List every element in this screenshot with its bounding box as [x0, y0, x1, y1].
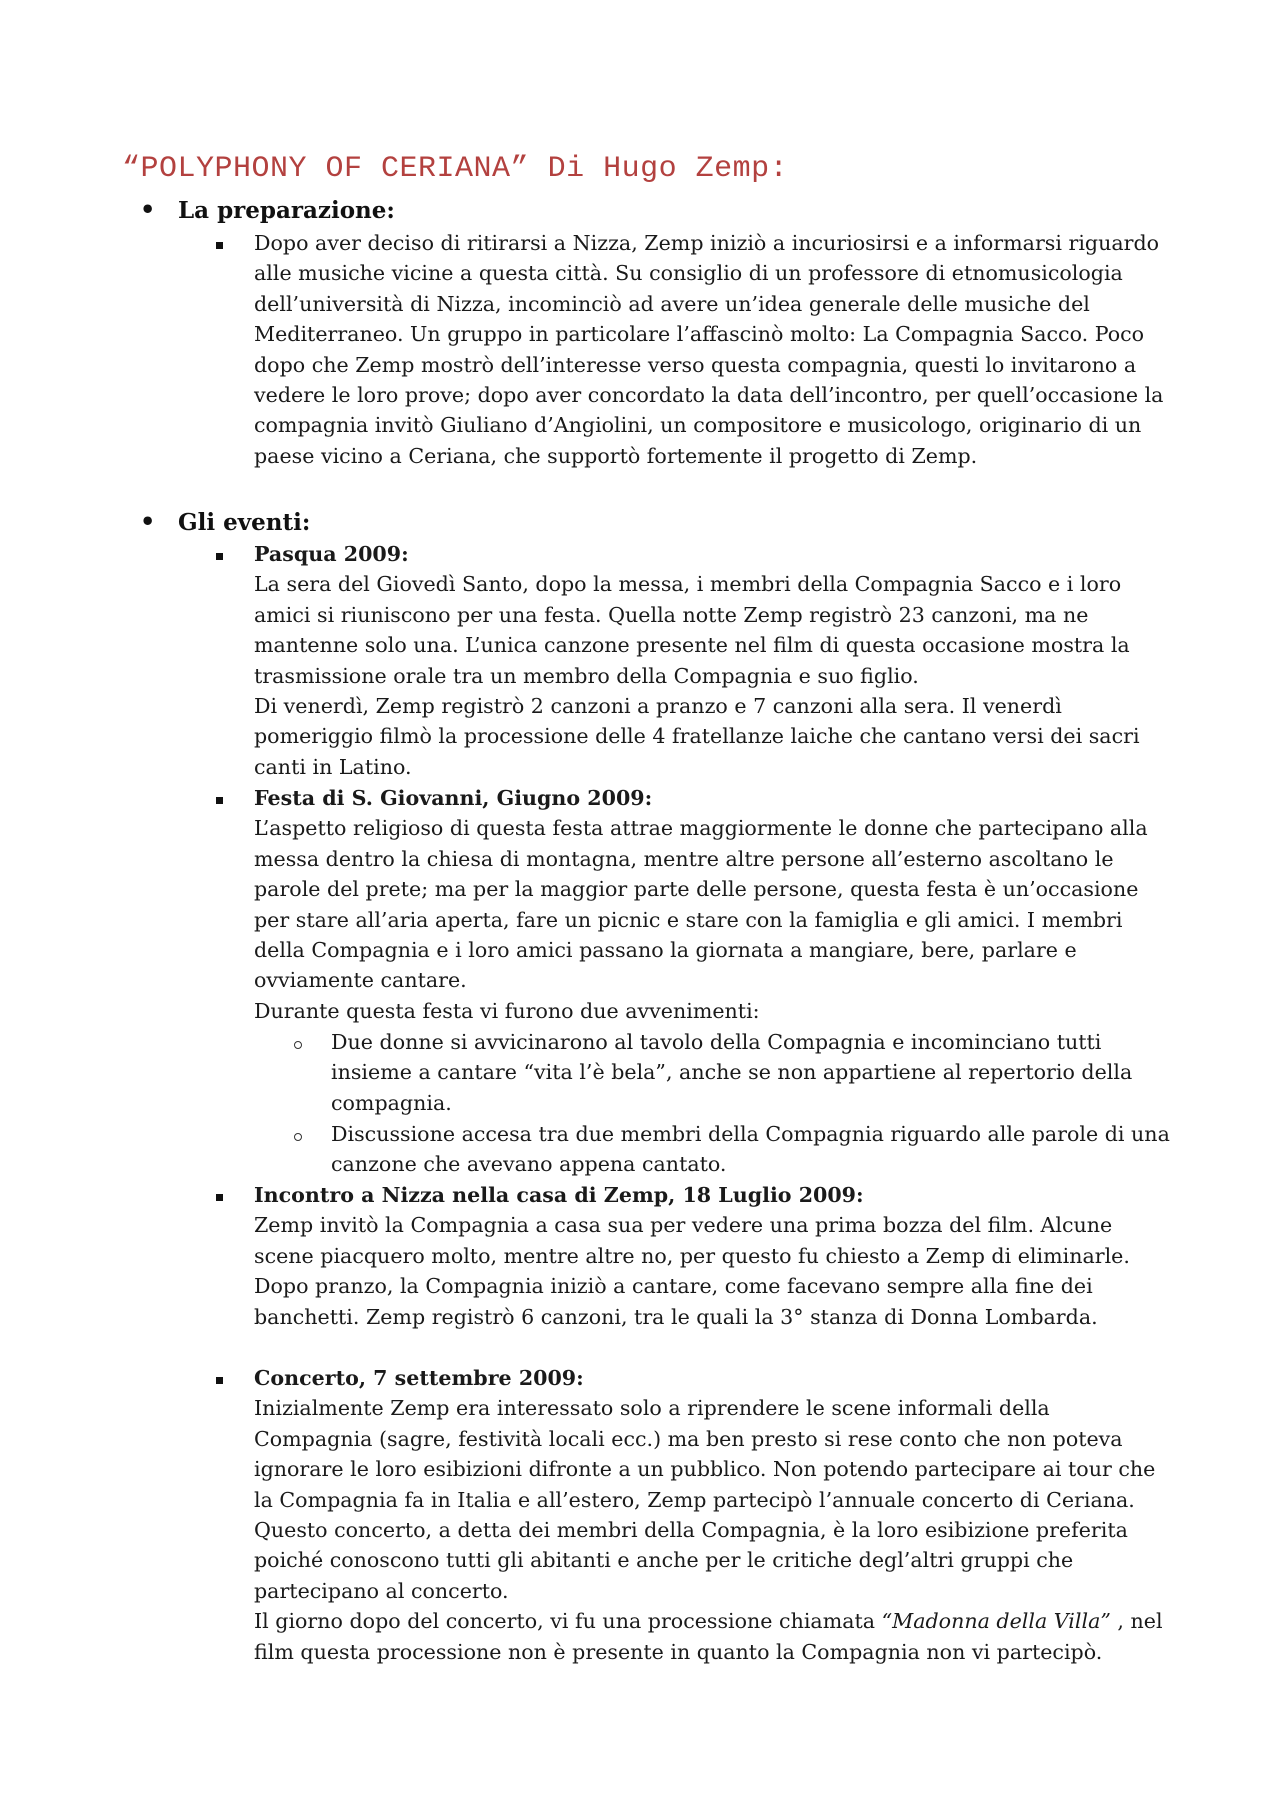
paragraph-concerto-2: [254, 1609, 1163, 1663]
paragraph-nizza-1: Zemp invitò la Compagnia a casa sua per vedere una prima bozza del film. Alcune scene piacquero molto, mentre altre no, per questo fu chiesto a Zemp di eliminarle. Dopo pranzo, la Compagnia iniziò a cantare, come facevano sempre alla fine dei banchetti. Zemp registrò 6 canzoni, tra le quali la 3° stanza di Donna Lombarda.: [254, 1213, 1130, 1329]
square-bullet-icon: [216, 1377, 223, 1384]
section-heading-text: Gli eventi:: [178, 509, 311, 536]
procession-name: “Madonna della Villa”: [881, 1609, 1111, 1634]
subsection-heading-nizza: Incontro a Nizza nella casa di Zemp, 18 Luglio 2009:: [254, 1183, 864, 1207]
subsection-pasqua: [254, 539, 1174, 782]
section-heading-preparazione: [140, 195, 395, 224]
circle-bullet-icon: [294, 1133, 302, 1141]
bullet-icon: •: [140, 195, 156, 224]
square-bullet-icon: [216, 797, 223, 804]
square-bullet-icon: [216, 553, 223, 560]
subsection-giovanni: [254, 783, 1174, 1026]
subsection-concerto: [254, 1363, 1174, 1667]
paragraph-preparazione: Dopo aver deciso di ritirarsi a Nizza, Zemp iniziò a incuriosirsi e a informarsi riguardo alle musiche vicine a questa città. Su consiglio di un professore di etnomusicologia dell’università di Nizza, incominciò ad avere un’idea generale delle musiche del Mediterraneo. Un gruppo in particolare l’affascinò molto: La Compagnia Sacco. Poco dopo che Zemp mostrò dell’interesse verso questa compagnia, questi lo invitarono a vedere le loro prove; dopo aver concordato la data dell’incontro, per quell’occasione la compagnia invitò Giuliano d’Angiolini, un compositore e musicologo, originario di un paese vicino a Ceriana, che supportò fortemente il progetto di Zemp.: [254, 231, 1164, 468]
paragraph-concerto-2-start: Il giorno dopo del concerto, vi fu una processione chiamata: [254, 1609, 882, 1634]
paragraph-concerto-2-end: , nel film questa processione non è presente in quanto la Compagnia non vi partecipò.: [254, 1609, 1163, 1664]
section-heading-eventi: [140, 507, 310, 536]
subsection-heading-pasqua: Pasqua 2009:: [254, 542, 409, 566]
document-title: “POLYPHONY OF CERIANA” Di Hugo Zemp:: [122, 152, 789, 186]
subsection-heading-giovanni: Festa di S. Giovanni, Giugno 2009:: [254, 786, 653, 810]
paragraph-giovanni-1: L’aspetto religioso di questa festa attrae maggiormente le donne che partecipano alla messa dentro la chiesa di montagna, mentre altre persone all’esterno ascoltano le parole del prete; ma per la maggior parte delle persone, questa festa è un’occasione per stare all’aria aperta, fare un picnic e stare con la famiglia e gli amici. I membri della Compagnia e i loro amici passano la giornata a mangiare, bere, parlare e ovviamente cantare.: [254, 816, 1148, 993]
square-bullet-icon: [216, 242, 223, 249]
circle-bullet-icon: [294, 1041, 302, 1049]
section-heading-text: La preparazione:: [178, 197, 395, 224]
paragraph-pasqua-2: Di venerdì, Zemp registrò 2 canzoni a pranzo e 7 canzoni alla sera. Il venerdì pomeriggio filmò la processione delle 4 fratellanze laiche che cantano versi dei sacri canti in Latino.: [254, 694, 1140, 779]
subsection-heading-concerto: Concerto, 7 settembre 2009:: [254, 1366, 584, 1390]
bullet-icon: •: [140, 507, 156, 536]
paragraph-giovanni-2: Durante questa festa vi furono due avvenimenti:: [254, 998, 760, 1023]
list-item-giovanni-2: Discussione accesa tra due membri della Compagnia riguardo alle parole di una canzone che avevano appena cantato.: [331, 1122, 1170, 1177]
list-item-giovanni-1: Due donne si avvicinarono al tavolo della Compagnia e incominciano tutti insieme a cantare “vita l’è bela”, anche se non appartiene al repertorio della compagnia.: [331, 1030, 1133, 1115]
paragraph-pasqua-1: La sera del Giovedì Santo, dopo la messa, i membri della Compagnia Sacco e i loro amici si riuniscono per una festa. Quella notte Zemp registrò 23 canzoni, ma ne mantenne solo una. L’unica canzone presente nel film di questa occasione mostra la trasmissione orale tra un membro della Compagnia e suo figlio.: [254, 572, 1130, 688]
subsection-nizza: [254, 1180, 1174, 1332]
paragraph-concerto-1: Inizialmente Zemp era interessato solo a riprendere le scene informali della Compagnia (sagre, festività locali ecc.) ma ben presto si rese conto che non poteva ignorare le loro esibizioni difronte a un pubblico. Non potendo partecipare ai tour che la Compagnia fa in Italia e all’estero, Zemp partecipò l’annuale concerto di Ceriana. Questo concerto, a detta dei membri della Compagnia, è la loro esibizione preferita poiché conoscono tutti gli abitanti e anche per le critiche degl’altri gruppi che partecipano al concerto.: [254, 1396, 1156, 1603]
square-bullet-icon: [216, 1194, 223, 1201]
